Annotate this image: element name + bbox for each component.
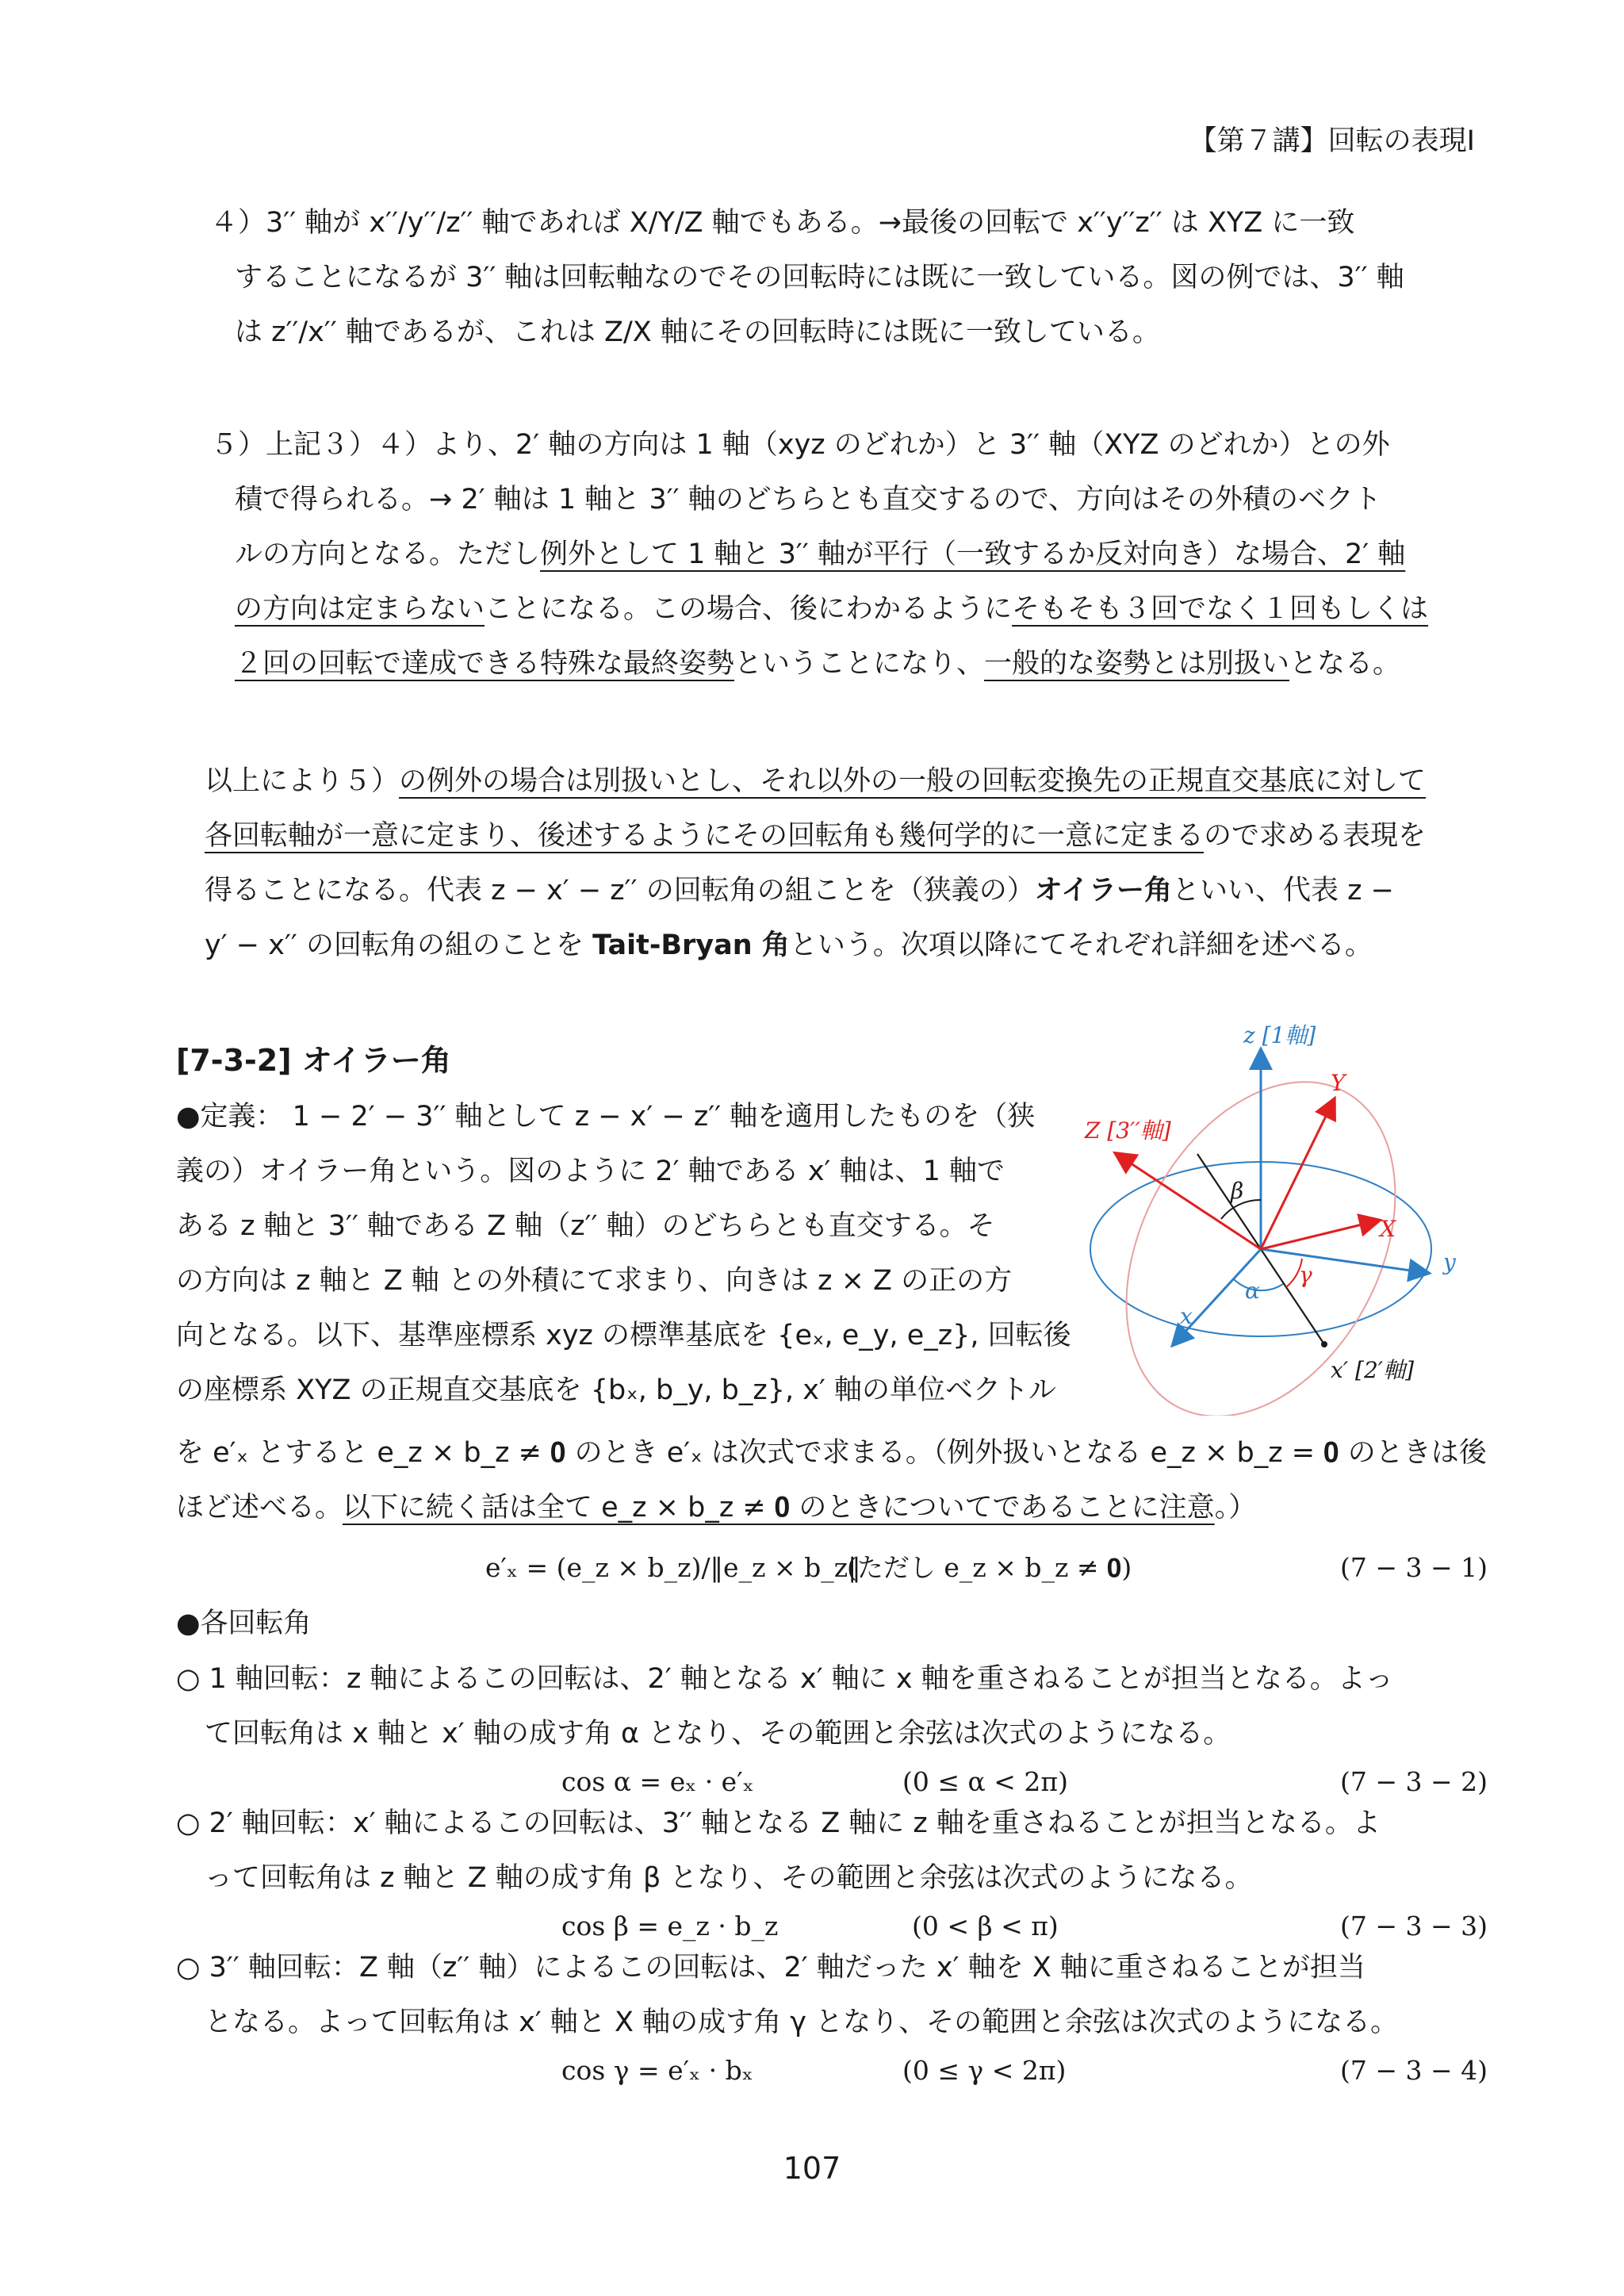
X-axis bbox=[1261, 1221, 1378, 1249]
para5-line-5-b: ということになり、 bbox=[734, 648, 985, 680]
eq-7-3-3-condition: (0 < β < π) bbox=[912, 1911, 1059, 1941]
beta-label: β bbox=[1231, 1178, 1244, 1204]
para5-line-4-underlined-2: そもそも３回でなく１回もしくは bbox=[1012, 593, 1429, 625]
para5-line-5-underlined: ２回の回転で達成できる特殊な最終姿勢 bbox=[235, 648, 735, 680]
summary-line-3 bbox=[205, 872, 1394, 909]
eq-7-3-4-number: (7 − 3 − 4) bbox=[1340, 2055, 1488, 2086]
definition-line-8-a: ほど述べる。 bbox=[176, 1492, 343, 1524]
definition-line-8-underlined: 以下に続く話は全て e_z × b_z ≠ 𝟎 のときについてであることに注意 bbox=[343, 1492, 1215, 1524]
Y-axis bbox=[1261, 1100, 1334, 1249]
summary-line-2 bbox=[205, 818, 1426, 854]
angles-title: ●各回転角 bbox=[176, 1608, 312, 1639]
term-tait-bryan: Tait-Bryan 角 bbox=[592, 930, 790, 961]
eq-7-3-2-expr: cos α = eₓ · e′ₓ bbox=[561, 1766, 754, 1797]
para5-line-4 bbox=[235, 591, 1428, 627]
alpha-label: α bbox=[1245, 1278, 1260, 1304]
summary-line-4 bbox=[205, 927, 1373, 964]
euler-angle-figure bbox=[1078, 1011, 1491, 1416]
definition-line-6: の座標系 XYZ の正規直交基底を {bₓ, b_y, b_z}, x′ 軸の単位ベクトル bbox=[176, 1374, 1057, 1406]
eq-7-3-4-expr: cos γ = e′ₓ · bₓ bbox=[561, 2055, 753, 2086]
para5-line-5-c: となる。 bbox=[1289, 648, 1401, 680]
definition-line-7: を e′ₓ とすると e_z × b_z ≠ 𝟎 のとき e′ₓ は次式で求まる。（例外扱いとなる e_z × b_z = 𝟎 のときは後 bbox=[176, 1437, 1487, 1469]
para5-line-5-underlined-2: 一般的な姿勢とは別扱い bbox=[984, 648, 1290, 680]
xprime-axis-label: x′ [2′軸] bbox=[1331, 1357, 1415, 1383]
definition-line-1: ●定義： 1 − 2′ − 3′′ 軸として z − x′ − z′′ 軸を適用したものを（狭 bbox=[176, 1101, 1036, 1133]
para5-line-1: ５）上記３）４）より、2′ 軸の方向は 1 軸（xyz のどれか）と 3′′ 軸（XYZ のどれか）との外 bbox=[210, 429, 1390, 461]
z-axis-label: z [1軸] bbox=[1243, 1022, 1316, 1048]
definition-line-2: 義の）オイラー角という。図のように 2′ 軸である x′ 軸は、1 軸で bbox=[176, 1156, 1005, 1187]
rotation-2-line-2: って回転角は z 軸と Z 軸の成す角 β となり、その範囲と余弦は次式のようになる。 bbox=[205, 1862, 1253, 1894]
para4-line-1: ４）3′′ 軸が x′′/y′′/z′′ 軸であれば X/Y/Z 軸でもある。→最後の回転で x′′y′′z′′ は XYZ に一致 bbox=[210, 207, 1355, 239]
definition-line-3: ある z 軸と 3′′ 軸である Z 軸（z′′ 軸）のどちらとも直交する。そ bbox=[176, 1210, 995, 1242]
eq-7-3-2-number: (7 − 3 − 2) bbox=[1340, 1766, 1488, 1797]
page-number: 107 bbox=[783, 2151, 841, 2186]
eq-7-3-4-condition: (0 ≤ γ < 2π) bbox=[902, 2055, 1067, 2086]
page-header: 【第７講】回転の表現Ⅰ bbox=[1189, 125, 1475, 157]
section-heading: [7-3-2] オイラー角 bbox=[176, 1043, 451, 1078]
summary-line-4-b: という。次項以降にてそれぞれ詳細を述べる。 bbox=[789, 930, 1373, 961]
y-axis-label: y bbox=[1443, 1249, 1456, 1275]
rotation-3-line-2: となる。よって回転角は x′ 軸と X 軸の成す角 γ となり、その範囲と余弦は次式のようになる。 bbox=[205, 2007, 1399, 2038]
definition-line-8 bbox=[176, 1489, 1256, 1526]
definition-line-5: 向となる。以下、基準座標系 xyz の標準基底を {eₓ, e_y, e_z}, 回転後 bbox=[176, 1320, 1071, 1351]
para5-line-3-a: ルの方向となる。ただし bbox=[235, 539, 541, 570]
summary-line-3-a: 得ることになる。代表 z − x′ − z′′ の回転角の組ことを（狭義の） bbox=[205, 875, 1035, 907]
rotation-1-line-1: ○ 1 軸回転：z 軸によるこの回転は、2′ 軸となる x′ 軸に x 軸を重さねることが担当となる。よっ bbox=[176, 1663, 1393, 1695]
rotation-2-line-1: ○ 2′ 軸回転：x′ 軸によるこの回転は、3′′ 軸となる Z 軸に z 軸を重さねることが担当となる。よ bbox=[176, 1807, 1381, 1839]
definition-line-8-b: 。） bbox=[1214, 1492, 1257, 1524]
summary-line-4-a: y′ − x′′ の回転角の組のことを bbox=[205, 930, 593, 961]
summary-line-2-b: ので求める表現を bbox=[1204, 820, 1427, 852]
eq-7-3-3-expr: cos β = e_z · b_z bbox=[561, 1911, 779, 1941]
eq-7-3-1-condition: (ただし e_z × b_z ≠ 𝟎) bbox=[847, 1552, 1132, 1583]
para4-line-2: することになるが 3′′ 軸は回転軸なのでその回転時には既に一致している。図の例では、3′′ 軸 bbox=[235, 262, 1404, 293]
eq-7-3-3-number: (7 − 3 − 3) bbox=[1340, 1911, 1488, 1941]
definition-line-4: の方向は z 軸と Z 軸 との外積にて求まり、向きは z × Z の正の方 bbox=[176, 1265, 1013, 1297]
summary-line-1-a: 以上により５） bbox=[205, 765, 400, 797]
X-axis-label: X bbox=[1380, 1216, 1396, 1242]
Y-axis-label: Y bbox=[1331, 1070, 1346, 1096]
summary-line-1 bbox=[205, 763, 1426, 799]
gamma-label: γ bbox=[1299, 1262, 1312, 1288]
para5-line-4-underlined: の方向は定まらない bbox=[235, 593, 485, 625]
summary-line-3-b: といい、代表 z − bbox=[1171, 875, 1394, 907]
rotation-3-line-1: ○ 3′′ 軸回転：Z 軸（z′′ 軸）によるこの回転は、2′ 軸だった x′ 軸を X 軸に重さねることが担当 bbox=[176, 1952, 1365, 1984]
para5-line-2: 積で得られる。→ 2′ 軸は 1 軸と 3′′ 軸のどちらとも直交するので、方向はその外積のベクト bbox=[235, 484, 1382, 516]
term-euler-angle: オイラー角 bbox=[1034, 875, 1172, 907]
eq-7-3-1-expr: e′ₓ = (e_z × b_z)/‖e_z × b_z‖ bbox=[485, 1552, 861, 1583]
summary-line-1-underlined: の例外の場合は別扱いとし、それ以外の一般の回転変換先の正規直交基底に対して bbox=[399, 765, 1427, 797]
para5-line-5 bbox=[235, 646, 1400, 682]
Z-axis-label: Z [3′′軸] bbox=[1085, 1117, 1171, 1144]
y-axis bbox=[1261, 1249, 1427, 1273]
para5-line-4-b: ことになる。この場合、後にわかるように bbox=[485, 593, 1013, 625]
para5-line-3 bbox=[235, 536, 1405, 573]
xprime-axis-endpoint bbox=[1321, 1341, 1327, 1347]
rotation-1-line-2: て回転角は x 軸と x′ 軸の成す角 α となり、その範囲と余弦は次式のようになる。 bbox=[205, 1718, 1231, 1750]
para4-line-3: は z′′/x′′ 軸であるが、これは Z/X 軸にその回転時には既に一致している。 bbox=[235, 316, 1160, 348]
x-axis-label: x bbox=[1180, 1303, 1193, 1329]
summary-line-2-underlined: 各回転軸が一意に定まり、後述するようにその回転角も幾何学的に一意に定まる bbox=[205, 820, 1205, 852]
para5-line-3-underlined: 例外として 1 軸と 3′′ 軸が平行（一致するか反対向き）な場合、2′ 軸 bbox=[540, 539, 1406, 570]
eq-7-3-1-number: (7 − 3 − 1) bbox=[1340, 1552, 1488, 1583]
eq-7-3-2-condition: (0 ≤ α < 2π) bbox=[902, 1766, 1068, 1797]
